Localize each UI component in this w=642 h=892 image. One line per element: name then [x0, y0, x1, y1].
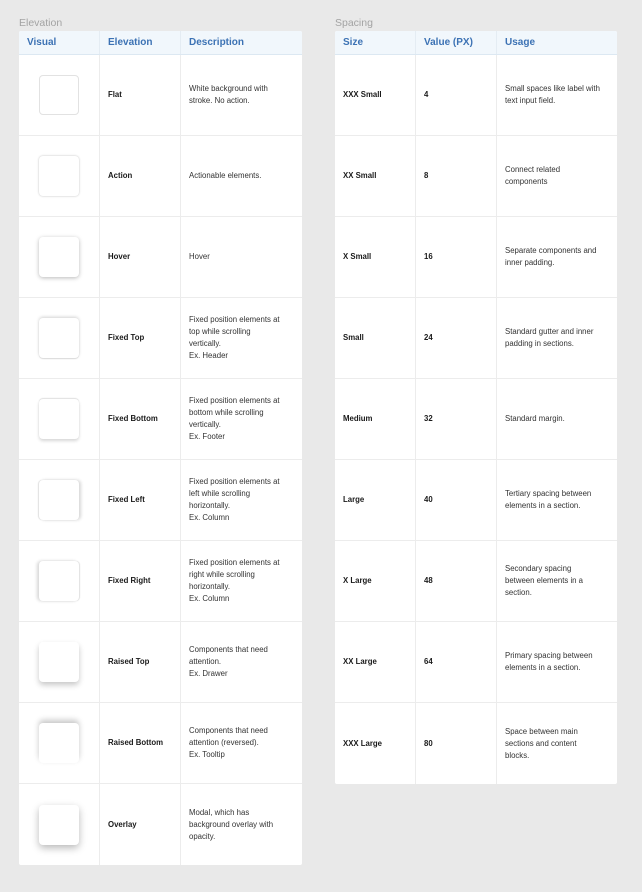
elevation-row-fixed-right — [19, 541, 302, 622]
visual-cell — [19, 703, 100, 783]
column-header-elevation: Elevation — [100, 31, 181, 54]
spacing-size: Large — [335, 460, 416, 540]
elevation-description: Actionable elements. — [189, 171, 262, 180]
elevation-description: White background with stroke. No action. — [189, 84, 268, 105]
elevation-description: Modal, which has background overlay with opacity. — [189, 807, 274, 841]
column-header-value: Value (PX) — [416, 31, 497, 54]
spacing-table — [335, 31, 617, 784]
elevation-swatch-fixed-bottom — [39, 399, 79, 439]
elevation-name: Raised Top — [100, 622, 181, 702]
elevation-swatch-overlay — [39, 805, 79, 845]
elevation-name: Fixed Left — [100, 460, 181, 540]
spacing-usage: Space between main sections and content blocks. — [505, 726, 578, 760]
spacing-usage: Small spaces like label with text input field. — [505, 84, 600, 105]
spacing-size: X Small — [335, 217, 416, 297]
visual-cell — [19, 298, 100, 378]
elevation-swatch-fixed-left — [39, 480, 79, 520]
spacing-usage: Standard margin. — [505, 414, 565, 423]
spacing-usage: Tertiary spacing between elements in a section. — [505, 489, 592, 510]
elevation-row-raised-top — [19, 622, 302, 703]
column-header-visual: Visual — [19, 31, 100, 54]
elevation-section-title: Elevation — [19, 17, 63, 29]
elevation-swatch-fixed-top — [39, 318, 79, 358]
spacing-usage: Connect related components — [505, 165, 561, 186]
spacing-value: 48 — [416, 541, 497, 621]
elevation-description: Fixed position elements at right while scrolling horizontally. Ex. Column — [189, 558, 280, 603]
spacing-size: XXX Large — [335, 703, 416, 784]
elevation-name: Hover — [100, 217, 181, 297]
elevation-row-overlay — [19, 784, 302, 865]
spacing-value: 32 — [416, 379, 497, 459]
elevation-swatch-raised-bottom — [39, 723, 79, 763]
spacing-row — [335, 217, 617, 298]
spacing-value: 64 — [416, 622, 497, 702]
elevation-name: Raised Bottom — [100, 703, 181, 783]
spacing-size: Medium — [335, 379, 416, 459]
elevation-table — [19, 31, 302, 865]
spacing-value: 8 — [416, 136, 497, 216]
spacing-row — [335, 622, 617, 703]
spacing-size: Small — [335, 298, 416, 378]
elevation-description: Components that need attention (reversed). Ex. Tooltip — [189, 726, 268, 759]
spacing-value: 4 — [416, 55, 497, 135]
elevation-row-flat — [19, 55, 302, 136]
elevation-swatch-flat — [39, 75, 79, 115]
column-header-usage: Usage — [505, 37, 536, 48]
spacing-size: XX Large — [335, 622, 416, 702]
elevation-row-action — [19, 136, 302, 217]
elevation-swatch-hover — [39, 237, 79, 277]
visual-cell — [19, 136, 100, 216]
elevation-swatch-action — [39, 156, 79, 196]
visual-cell — [19, 784, 100, 865]
spacing-row — [335, 379, 617, 460]
spacing-value: 80 — [416, 703, 497, 784]
elevation-row-fixed-bottom — [19, 379, 302, 460]
elevation-name: Flat — [100, 55, 181, 135]
visual-cell — [19, 217, 100, 297]
elevation-description: Fixed position elements at bottom while scrolling vertically. Ex. Footer — [189, 396, 280, 441]
elevation-name: Overlay — [100, 784, 181, 865]
elevation-row-fixed-left — [19, 460, 302, 541]
elevation-description: Components that need attention. Ex. Drawer — [189, 645, 268, 678]
spacing-row — [335, 55, 617, 136]
elevation-row-raised-bottom — [19, 703, 302, 784]
spacing-section-title: Spacing — [335, 17, 373, 29]
elevation-name: Fixed Right — [100, 541, 181, 621]
visual-cell — [19, 379, 100, 459]
spacing-usage: Secondary spacing between elements in a section. — [505, 564, 584, 597]
spacing-size: XX Small — [335, 136, 416, 216]
spacing-value: 16 — [416, 217, 497, 297]
visual-cell — [19, 541, 100, 621]
spacing-usage: Standard gutter and inner padding in sections. — [505, 327, 594, 348]
column-header-size: Size — [335, 31, 416, 54]
spacing-row — [335, 136, 617, 217]
elevation-name: Action — [100, 136, 181, 216]
visual-cell — [19, 460, 100, 540]
spacing-table-header — [335, 31, 617, 55]
column-header-description: Description — [189, 37, 245, 48]
visual-cell — [19, 622, 100, 702]
elevation-row-fixed-top — [19, 298, 302, 379]
spacing-usage: Separate components and inner padding. — [505, 246, 597, 267]
spacing-usage: Primary spacing between elements in a section. — [505, 651, 593, 672]
elevation-table-header — [19, 31, 302, 55]
elevation-row-hover — [19, 217, 302, 298]
spacing-size: XXX Small — [335, 55, 416, 135]
spacing-row — [335, 703, 617, 784]
elevation-swatch-fixed-right — [39, 561, 79, 601]
spacing-value: 24 — [416, 298, 497, 378]
elevation-description: Fixed position elements at left while scrolling horizontally. Ex. Column — [189, 477, 280, 522]
spacing-size: X Large — [335, 541, 416, 621]
spacing-value: 40 — [416, 460, 497, 540]
elevation-description: Fixed position elements at top while scrolling vertically. Ex. Header — [189, 315, 280, 360]
visual-cell — [19, 55, 100, 135]
spacing-row — [335, 298, 617, 379]
elevation-name: Fixed Top — [100, 298, 181, 378]
elevation-swatch-raised-top — [39, 642, 79, 682]
spacing-row — [335, 541, 617, 622]
spacing-row — [335, 460, 617, 541]
elevation-name: Fixed Bottom — [100, 379, 181, 459]
elevation-description: Hover — [189, 252, 210, 261]
